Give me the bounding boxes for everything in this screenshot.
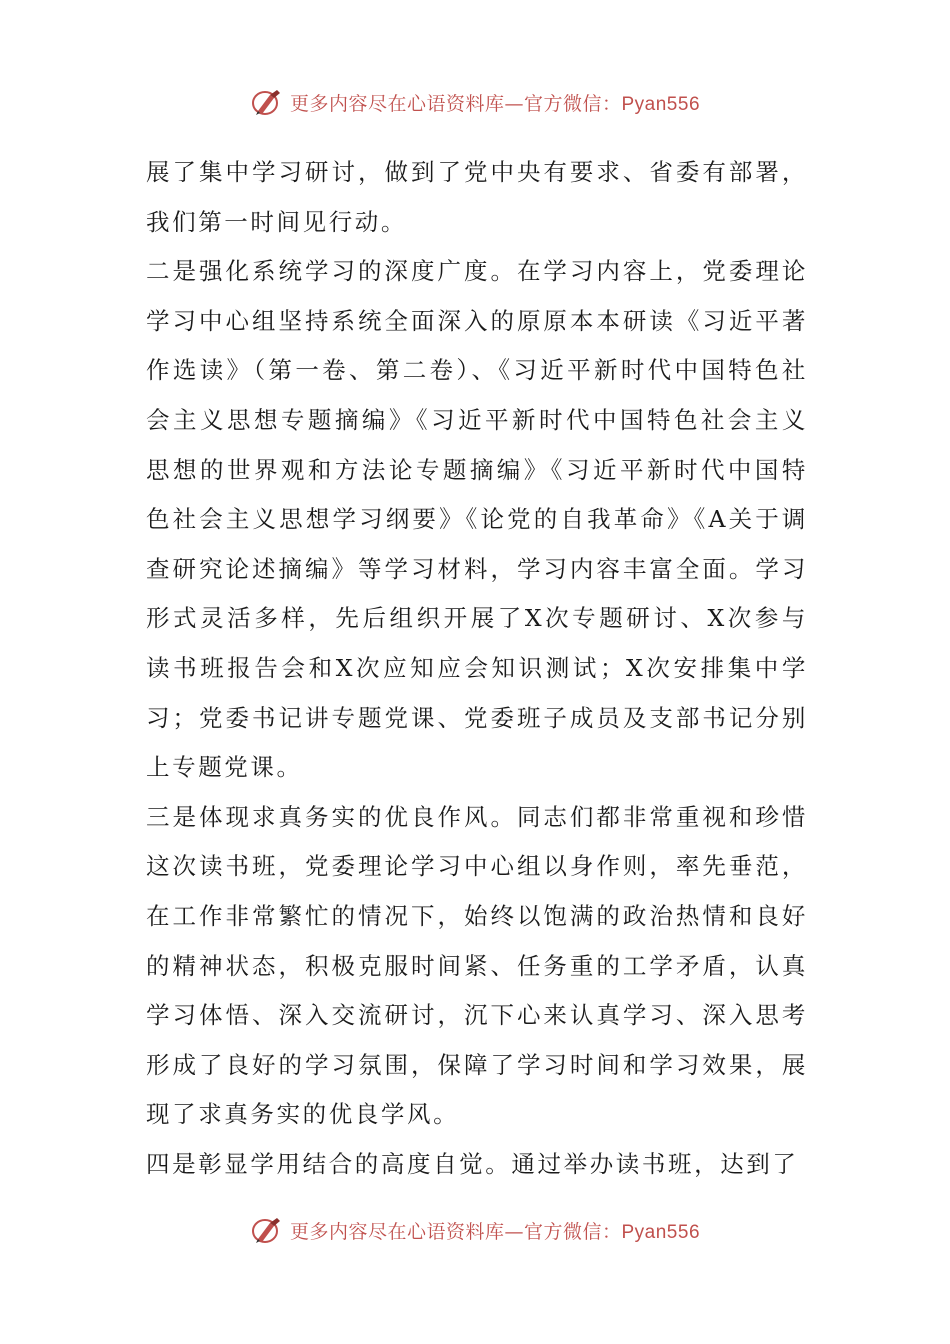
paragraph: 四是彰显学用结合的高度自觉。通过举办读书班，达到了 <box>146 1149 799 1178</box>
banner-text <box>290 89 700 116</box>
wechat-id: Pyan556 <box>621 93 701 115</box>
paragraph: 二是强化系统学习的深度广度。在学习内容上，党委理论学习中心组坚持系统全面深入的原原本本研读《习近平著作选读》（第一卷、第二卷）、《习近平新时代中国特色社会主义思想专题摘编》《习近平新时代中国特色社会主义思想的世界观和方法论专题摘编》《习近平新时代中国特色社会主义思想学习纲要》《论党的自我革命》《A关于调查研究论述摘编》等学习材料，学习内容丰富全面。学习形式灵活多样，先后组织开展了X次专题研讨、X次参与读书班报告会和X次应知应会知识测试；X次安排集中学习；党委书记讲专题党课、党委班子成员及支部书记分别上专题党课。 <box>146 257 808 782</box>
footer-banner <box>0 1210 950 1250</box>
pen-logo-icon <box>250 1215 284 1245</box>
wechat-id: Pyan556 <box>621 1221 701 1243</box>
document-body <box>146 148 808 1189</box>
pen-logo-icon <box>250 87 284 117</box>
banner-prefix: 更多内容尽在心语资料库—官方微信： <box>289 1220 622 1243</box>
banner-text <box>290 1217 700 1244</box>
header-banner <box>0 82 950 122</box>
paragraph: 三是体现求真务实的优良作风。同志们都非常重视和珍惜这次读书班，党委理论学习中心组以身作则，率先垂范，在工作非常繁忙的情况下，始终以饱满的政治热情和良好的精神状态，积极克服时间紧、任务重的工学矛盾，认真学习体悟、深入交流研讨，沉下心来认真学习、深入思考形成了良好的学习氛围，保障了学习时间和学习效果，展现了求真务实的优良学风。 <box>146 802 808 1129</box>
banner-prefix: 更多内容尽在心语资料库—官方微信： <box>289 92 622 115</box>
paragraph: 展了集中学习研讨，做到了党中央有要求、省委有部署，我们第一时间见行动。 <box>146 158 808 236</box>
